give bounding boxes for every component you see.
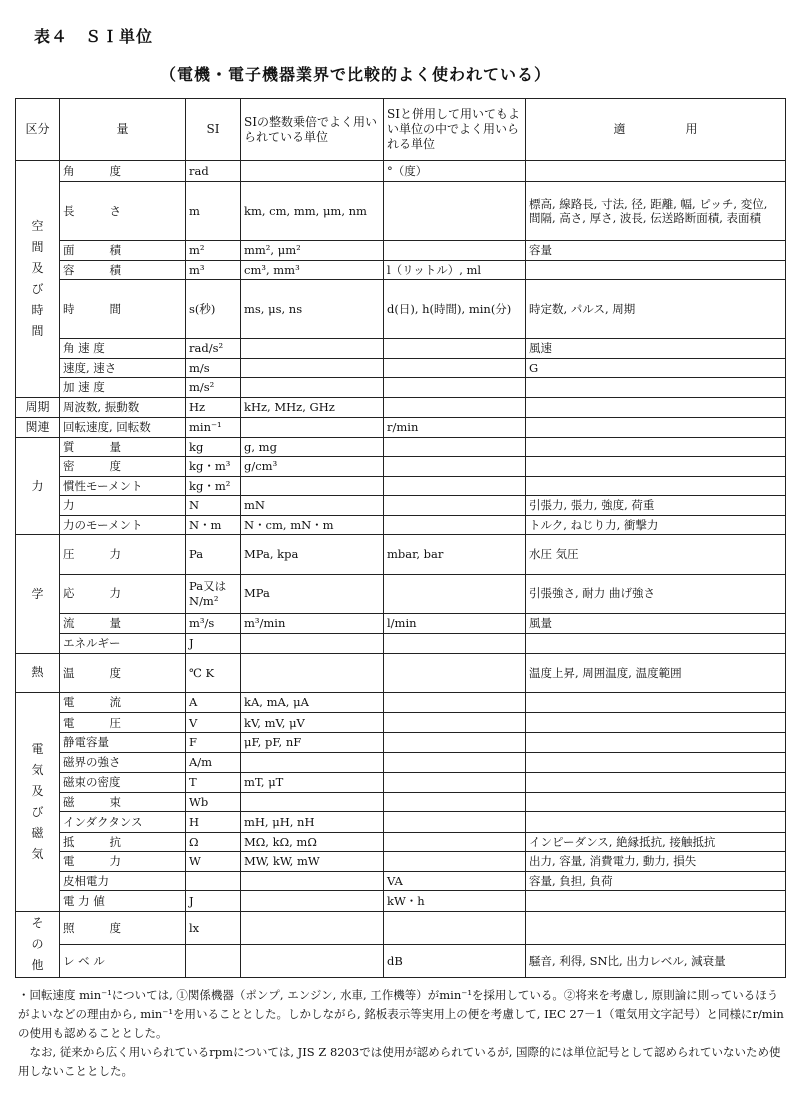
combined-unit-cell	[384, 437, 526, 457]
footnote-paragraph: ・回転速度 min⁻¹については, ①関係機器（ポンプ, エンジン, 水車, 工作機等）がmin⁻¹を採用している。②将来を考慮し, 原則論に則っているほうがよいなどの理由から, min⁻¹を用いることとした。しかしながら, 銘板表示等実用上の便を考慮して, IEC 27－1（電気用文字記号）と同様にr/minの使用も認めることとした。	[18, 988, 784, 1040]
application-cell: 標高, 線路長, 寸法, 径, 距離, 幅, ピッチ, 変位, 間隔, 高さ, 厚さ, 波長, 伝送路断面積, 表面積	[526, 181, 786, 241]
multiple-unit-cell	[241, 891, 384, 912]
si-unit-cell	[186, 871, 241, 891]
multiple-unit-cell: mm², μm²	[241, 241, 384, 261]
quantity-cell: 質 量	[60, 437, 186, 457]
multiple-unit-cell: mN	[241, 496, 384, 516]
quantity-cell: 皮相電力	[60, 871, 186, 891]
si-unit-cell: kg・m²	[186, 476, 241, 496]
combined-unit-cell	[384, 496, 526, 516]
combined-unit-cell	[384, 457, 526, 477]
si-unit-cell: kg・m³	[186, 457, 241, 477]
si-unit-cell: m²	[186, 241, 241, 261]
quantity-cell: 静電容量	[60, 733, 186, 753]
table-row	[16, 912, 786, 945]
combined-unit-cell: kW・h	[384, 891, 526, 912]
application-cell	[526, 692, 786, 713]
application-cell	[526, 418, 786, 438]
combined-unit-cell	[384, 515, 526, 535]
multiple-unit-cell: μF, pF, nF	[241, 733, 384, 753]
application-cell: 水圧 気圧	[526, 535, 786, 574]
multiple-unit-cell: g, mg	[241, 437, 384, 457]
combined-unit-cell	[384, 692, 526, 713]
si-unit-cell: m³/s	[186, 613, 241, 634]
multiple-unit-cell: g/cm³	[241, 457, 384, 477]
combined-unit-cell	[384, 773, 526, 793]
category-cell	[16, 535, 60, 653]
category-label: 関連	[25, 419, 50, 434]
multiple-unit-cell: MPa	[241, 574, 384, 613]
table-row	[16, 944, 786, 977]
quantity-cell: 回転速度, 回転数	[60, 418, 186, 438]
header-row	[16, 99, 786, 161]
combined-unit-cell	[384, 241, 526, 261]
application-cell: 騒音, 利得, SN比, 出力レベル, 減衰量	[526, 944, 786, 977]
table-subtitle: （電機・電子機器業界で比較的よく使われている）	[160, 65, 552, 84]
table-row	[16, 280, 786, 339]
application-cell: 風量	[526, 613, 786, 634]
quantity-cell: 照 度	[60, 912, 186, 945]
si-unit-cell: kg	[186, 437, 241, 457]
application-cell	[526, 713, 786, 733]
application-cell	[526, 437, 786, 457]
table-row	[16, 338, 786, 358]
table-row	[16, 496, 786, 516]
application-cell: 温度上昇, 周囲温度, 温度範囲	[526, 653, 786, 692]
quantity-cell: 周波数, 振動数	[60, 397, 186, 418]
quantity-cell: 長 さ	[60, 181, 186, 241]
multiple-unit-cell: MΩ, kΩ, mΩ	[241, 832, 384, 852]
multiple-unit-cell	[241, 871, 384, 891]
application-cell: 風速	[526, 338, 786, 358]
si-unit-cell: Ω	[186, 832, 241, 852]
table-row	[16, 535, 786, 574]
quantity-cell: 面 積	[60, 241, 186, 261]
combined-unit-cell: dB	[384, 944, 526, 977]
quantity-cell: 応 力	[60, 574, 186, 613]
combined-unit-cell	[384, 476, 526, 496]
header-category: 区分	[16, 99, 60, 161]
table-row	[16, 891, 786, 912]
quantity-cell: 電 力	[60, 852, 186, 872]
combined-unit-cell: VA	[384, 871, 526, 891]
application-cell	[526, 397, 786, 418]
application-cell: 引張強さ, 耐力 曲げ強さ	[526, 574, 786, 613]
combined-unit-cell	[384, 338, 526, 358]
multiple-unit-cell	[241, 944, 384, 977]
combined-unit-cell: d(日), h(時間), min(分)	[384, 280, 526, 339]
application-cell	[526, 912, 786, 945]
table-row	[16, 832, 786, 852]
quantity-cell: 角 速 度	[60, 338, 186, 358]
multiple-unit-cell: N・cm, mN・m	[241, 515, 384, 535]
header-combined: SIと併用して用いてもよい単位の中でよく用いられる単位	[384, 99, 526, 161]
table-title: 表４ ＳＩ単位	[34, 27, 154, 46]
si-unit-cell	[186, 944, 241, 977]
category-label: 電気及び磁気	[31, 741, 44, 861]
table-row	[16, 792, 786, 812]
quantity-cell: 温 度	[60, 653, 186, 692]
quantity-cell: 電 圧	[60, 713, 186, 733]
header-si: SI	[186, 99, 241, 161]
table-row	[16, 378, 786, 398]
si-unit-cell: Pa	[186, 535, 241, 574]
application-cell	[526, 634, 786, 654]
quantity-cell: 電 流	[60, 692, 186, 713]
header-application: 適 用	[526, 99, 786, 161]
table-row	[16, 241, 786, 261]
category-cell	[16, 161, 60, 398]
table-row	[16, 457, 786, 477]
application-cell: 引張力, 張力, 強度, 荷重	[526, 496, 786, 516]
quantity-cell: 加 速 度	[60, 378, 186, 398]
table-row	[16, 692, 786, 713]
quantity-cell: 圧 力	[60, 535, 186, 574]
category-cell	[16, 912, 60, 978]
si-unit-cell: N・m	[186, 515, 241, 535]
header-quantity: 量	[60, 99, 186, 161]
si-unit-cell: m³	[186, 260, 241, 280]
quantity-cell: 時 間	[60, 280, 186, 339]
quantity-cell: 流 量	[60, 613, 186, 634]
si-unit-cell: min⁻¹	[186, 418, 241, 438]
category-cell	[16, 653, 60, 692]
table-row	[16, 733, 786, 753]
si-unit-cell: ℃ K	[186, 653, 241, 692]
si-unit-cell: A/m	[186, 752, 241, 773]
category-cell	[16, 437, 60, 535]
combined-unit-cell: l/min	[384, 613, 526, 634]
application-cell	[526, 773, 786, 793]
multiple-unit-cell	[241, 476, 384, 496]
table-row	[16, 773, 786, 793]
si-unit-cell: H	[186, 812, 241, 833]
quantity-cell: 磁界の強さ	[60, 752, 186, 773]
category-label: 空間及び時間	[31, 218, 44, 338]
table-row	[16, 812, 786, 833]
combined-unit-cell	[384, 358, 526, 378]
combined-unit-cell	[384, 852, 526, 872]
quantity-cell: 慣性モーメント	[60, 476, 186, 496]
combined-unit-cell	[384, 733, 526, 753]
quantity-cell: エネルギー	[60, 634, 186, 654]
application-cell	[526, 457, 786, 477]
quantity-cell: 力	[60, 496, 186, 516]
category-label: その他	[31, 916, 44, 973]
si-unit-cell: W	[186, 852, 241, 872]
combined-unit-cell	[384, 181, 526, 241]
multiple-unit-cell: m³/min	[241, 613, 384, 634]
quantity-cell: 電 力 値	[60, 891, 186, 912]
table-row	[16, 437, 786, 457]
multiple-unit-cell: kV, mV, μV	[241, 713, 384, 733]
application-cell	[526, 812, 786, 833]
table-row	[16, 260, 786, 280]
combined-unit-cell	[384, 832, 526, 852]
multiple-unit-cell: km, cm, mm, μm, nm	[241, 181, 384, 241]
combined-unit-cell	[384, 912, 526, 945]
quantity-cell: 角 度	[60, 161, 186, 182]
combined-unit-cell	[384, 653, 526, 692]
si-units-table	[15, 98, 786, 978]
quantity-cell: インダクタンス	[60, 812, 186, 833]
table-row	[16, 515, 786, 535]
table-row	[16, 418, 786, 438]
application-cell	[526, 378, 786, 398]
quantity-cell: 磁束の密度	[60, 773, 186, 793]
application-cell: 容量	[526, 241, 786, 261]
multiple-unit-cell	[241, 634, 384, 654]
si-unit-cell: J	[186, 634, 241, 654]
si-unit-cell: N	[186, 496, 241, 516]
quantity-cell: 速度, 速さ	[60, 358, 186, 378]
combined-unit-cell	[384, 574, 526, 613]
multiple-unit-cell: mH, μH, nH	[241, 812, 384, 833]
application-cell	[526, 161, 786, 182]
si-unit-cell: J	[186, 891, 241, 912]
multiple-unit-cell	[241, 418, 384, 438]
si-unit-cell: Wb	[186, 792, 241, 812]
application-cell	[526, 792, 786, 812]
multiple-unit-cell	[241, 358, 384, 378]
si-unit-cell: s(秒)	[186, 280, 241, 339]
table-row	[16, 852, 786, 872]
category-label: 周期	[25, 399, 50, 414]
application-cell: 時定数, パルス, 周期	[526, 280, 786, 339]
combined-unit-cell	[384, 634, 526, 654]
category-cell	[16, 397, 60, 418]
combined-unit-cell: l（リットル）, ml	[384, 260, 526, 280]
combined-unit-cell	[384, 713, 526, 733]
combined-unit-cell	[384, 397, 526, 418]
si-unit-cell: rad/s²	[186, 338, 241, 358]
application-cell: インピーダンス, 絶縁抵抗, 接触抵抗	[526, 832, 786, 852]
application-cell: トルク, ねじり力, 衝撃力	[526, 515, 786, 535]
combined-unit-cell: mbar, bar	[384, 535, 526, 574]
multiple-unit-cell: cm³, mm³	[241, 260, 384, 280]
table-row	[16, 397, 786, 418]
category-label: 熱	[31, 665, 44, 680]
multiple-unit-cell: MPa, kpa	[241, 535, 384, 574]
combined-unit-cell	[384, 792, 526, 812]
multiple-unit-cell	[241, 752, 384, 773]
application-cell: 容量, 負担, 負荷	[526, 871, 786, 891]
si-unit-cell: Hz	[186, 397, 241, 418]
multiple-unit-cell	[241, 653, 384, 692]
table-row	[16, 181, 786, 241]
si-unit-cell: F	[186, 733, 241, 753]
application-cell: G	[526, 358, 786, 378]
quantity-cell: 磁 束	[60, 792, 186, 812]
category-cell	[16, 418, 60, 438]
table-row	[16, 476, 786, 496]
table-row	[16, 161, 786, 182]
multiple-unit-cell: MW, kW, mW	[241, 852, 384, 872]
table-body	[16, 161, 786, 978]
category-cell	[16, 692, 60, 911]
si-unit-cell: lx	[186, 912, 241, 945]
application-cell	[526, 476, 786, 496]
table-row	[16, 634, 786, 654]
table-row	[16, 653, 786, 692]
si-unit-cell: m/s²	[186, 378, 241, 398]
table-row	[16, 713, 786, 733]
si-unit-cell: T	[186, 773, 241, 793]
multiple-unit-cell	[241, 338, 384, 358]
si-unit-cell: V	[186, 713, 241, 733]
si-unit-cell: m	[186, 181, 241, 241]
multiple-unit-cell: kA, mA, μA	[241, 692, 384, 713]
si-unit-cell: m/s	[186, 358, 241, 378]
header-multiples: SIの整数乗倍でよく用いられている単位	[241, 99, 384, 161]
table-row	[16, 752, 786, 773]
multiple-unit-cell: ms, μs, ns	[241, 280, 384, 339]
quantity-cell: 力のモーメント	[60, 515, 186, 535]
quantity-cell: レ ベ ル	[60, 944, 186, 977]
application-cell	[526, 733, 786, 753]
category-label: 学	[31, 586, 44, 601]
application-cell	[526, 752, 786, 773]
multiple-unit-cell	[241, 378, 384, 398]
table-row	[16, 574, 786, 613]
si-unit-cell: Pa又は N/m²	[186, 574, 241, 613]
combined-unit-cell: r/min	[384, 418, 526, 438]
combined-unit-cell: °（度）	[384, 161, 526, 182]
application-cell	[526, 260, 786, 280]
quantity-cell: 密 度	[60, 457, 186, 477]
table-row	[16, 613, 786, 634]
table-row	[16, 871, 786, 891]
footnote	[18, 986, 788, 1081]
application-cell	[526, 891, 786, 912]
si-unit-cell: rad	[186, 161, 241, 182]
table-row	[16, 358, 786, 378]
combined-unit-cell	[384, 812, 526, 833]
quantity-cell: 抵 抗	[60, 832, 186, 852]
multiple-unit-cell: mT, μT	[241, 773, 384, 793]
quantity-cell: 容 積	[60, 260, 186, 280]
multiple-unit-cell	[241, 792, 384, 812]
application-cell: 出力, 容量, 消費電力, 動力, 損失	[526, 852, 786, 872]
combined-unit-cell	[384, 752, 526, 773]
combined-unit-cell	[384, 378, 526, 398]
multiple-unit-cell: kHz, MHz, GHz	[241, 397, 384, 418]
category-label: 力	[31, 478, 44, 493]
si-unit-cell: A	[186, 692, 241, 713]
multiple-unit-cell	[241, 161, 384, 182]
footnote-paragraph: なお, 従来から広く用いられているrpmについては, JIS Z 8203では使用が認められているが, 国際的には単位記号として認められていないため使用しないこととした。	[18, 1045, 781, 1078]
multiple-unit-cell	[241, 912, 384, 945]
